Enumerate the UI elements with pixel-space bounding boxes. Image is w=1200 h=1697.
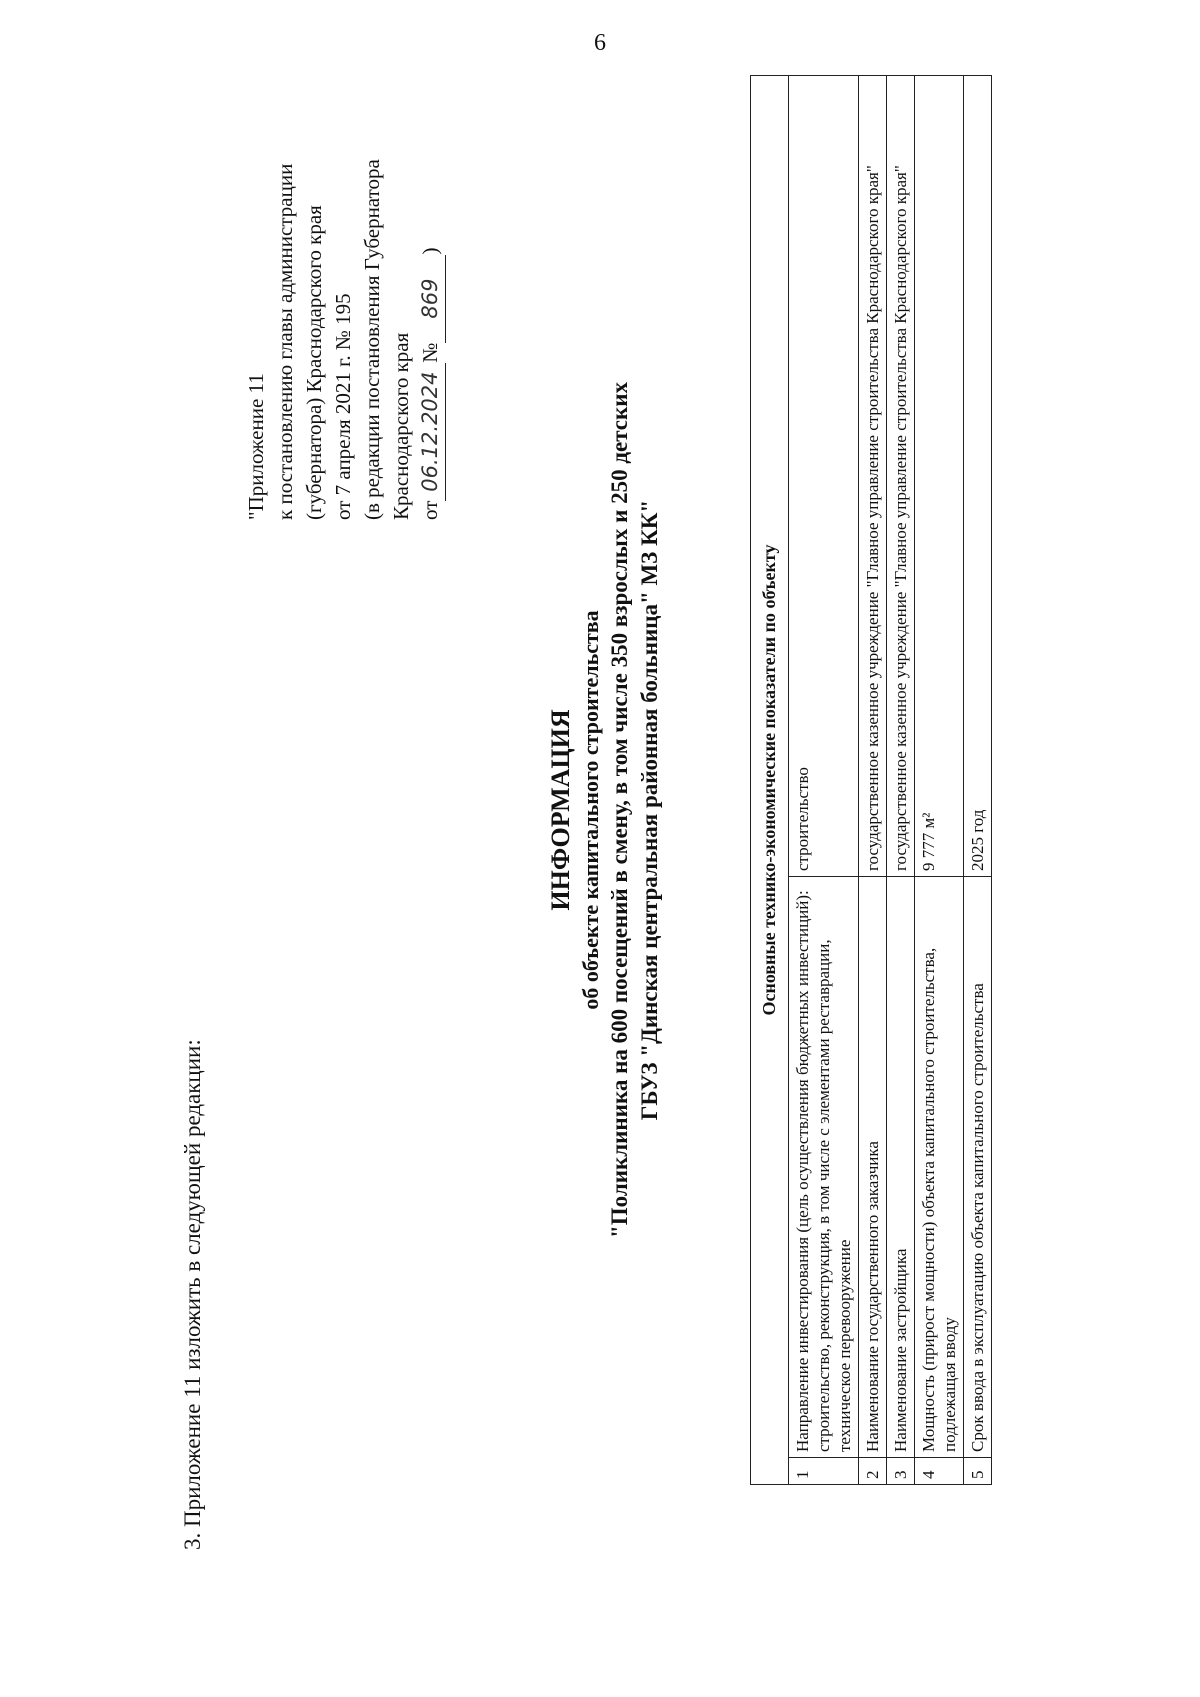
date-prefix: от [418, 500, 442, 520]
title-object-name: "Поликлиника на 600 посещений в смену, в том числе 350 взрослых и 250 детских [607, 382, 632, 1238]
row-value: государственное казенное учреждение "Главное управление строительства Краснодарского края" [859, 76, 887, 877]
indicators-table [750, 75, 992, 1485]
appendix-reference [242, 40, 446, 520]
table-row [859, 76, 887, 1485]
row-indicator: Мощность (прирост мощности) объекта капитального строительства, подлежащая вводу [915, 877, 964, 1458]
number-prefix: № [418, 342, 442, 363]
intro-text: 3. Приложение 11 изложить в следующей редакции: [180, 1039, 205, 1550]
row-number: 3 [887, 1458, 915, 1485]
handwritten-date: 06.12.2024 [416, 363, 446, 501]
row-value: строительство [789, 76, 859, 877]
landscape-content [10, 30, 1090, 1590]
appendix-line: (губернатора) Краснодарского края [302, 205, 326, 520]
row-value: 2025 год [964, 76, 992, 877]
appendix-line: "Приложение 11 [244, 373, 268, 520]
title-subheading: об объекте капитального строительства [578, 610, 603, 1010]
closing-bracket: ) [418, 247, 442, 255]
table-row [887, 76, 915, 1485]
row-indicator: Наименование государственного заказчика [859, 877, 887, 1458]
page-number: 6 [594, 30, 606, 56]
appendix-line: (в редакции постановления Губернатора [360, 159, 384, 520]
document-title [545, 30, 665, 1590]
row-value: государственное казенное учреждение "Главное управление строительства Краснодарского края" [887, 76, 915, 877]
table-row [915, 76, 964, 1485]
handwritten-number: 869 [416, 255, 446, 343]
appendix-line: от 7 апреля 2021 г. № 195 [331, 293, 355, 520]
title-heading: ИНФОРМАЦИЯ [546, 709, 575, 911]
row-value: 9 777 м² [915, 76, 964, 877]
table-header: Основные технико-экономические показатели по объекту [751, 76, 789, 1485]
row-number: 1 [789, 1458, 859, 1485]
table-row [964, 76, 992, 1485]
appendix-line: Краснодарского края [389, 332, 413, 520]
title-object-name: ГБУЗ "Динская центральная районная больница" МЗ КК" [637, 499, 662, 1121]
row-indicator: Наименование застройщика [887, 877, 915, 1458]
row-indicator: Направление инвестирования (цель осуществления бюджетных инвестиций): строительство, реконструкция, в том числе с элементами реставрации, техническое перевооружение [789, 877, 859, 1458]
row-number: 5 [964, 1458, 992, 1485]
row-number: 2 [859, 1458, 887, 1485]
appendix-line: к постановлению главы администрации [273, 163, 297, 520]
appendix-date-line [416, 40, 446, 520]
row-number: 4 [915, 1458, 964, 1485]
row-indicator: Срок ввода в эксплуатацию объекта капитального строительства [964, 877, 992, 1458]
table-row [789, 76, 859, 1485]
table-header-row [751, 76, 789, 1485]
